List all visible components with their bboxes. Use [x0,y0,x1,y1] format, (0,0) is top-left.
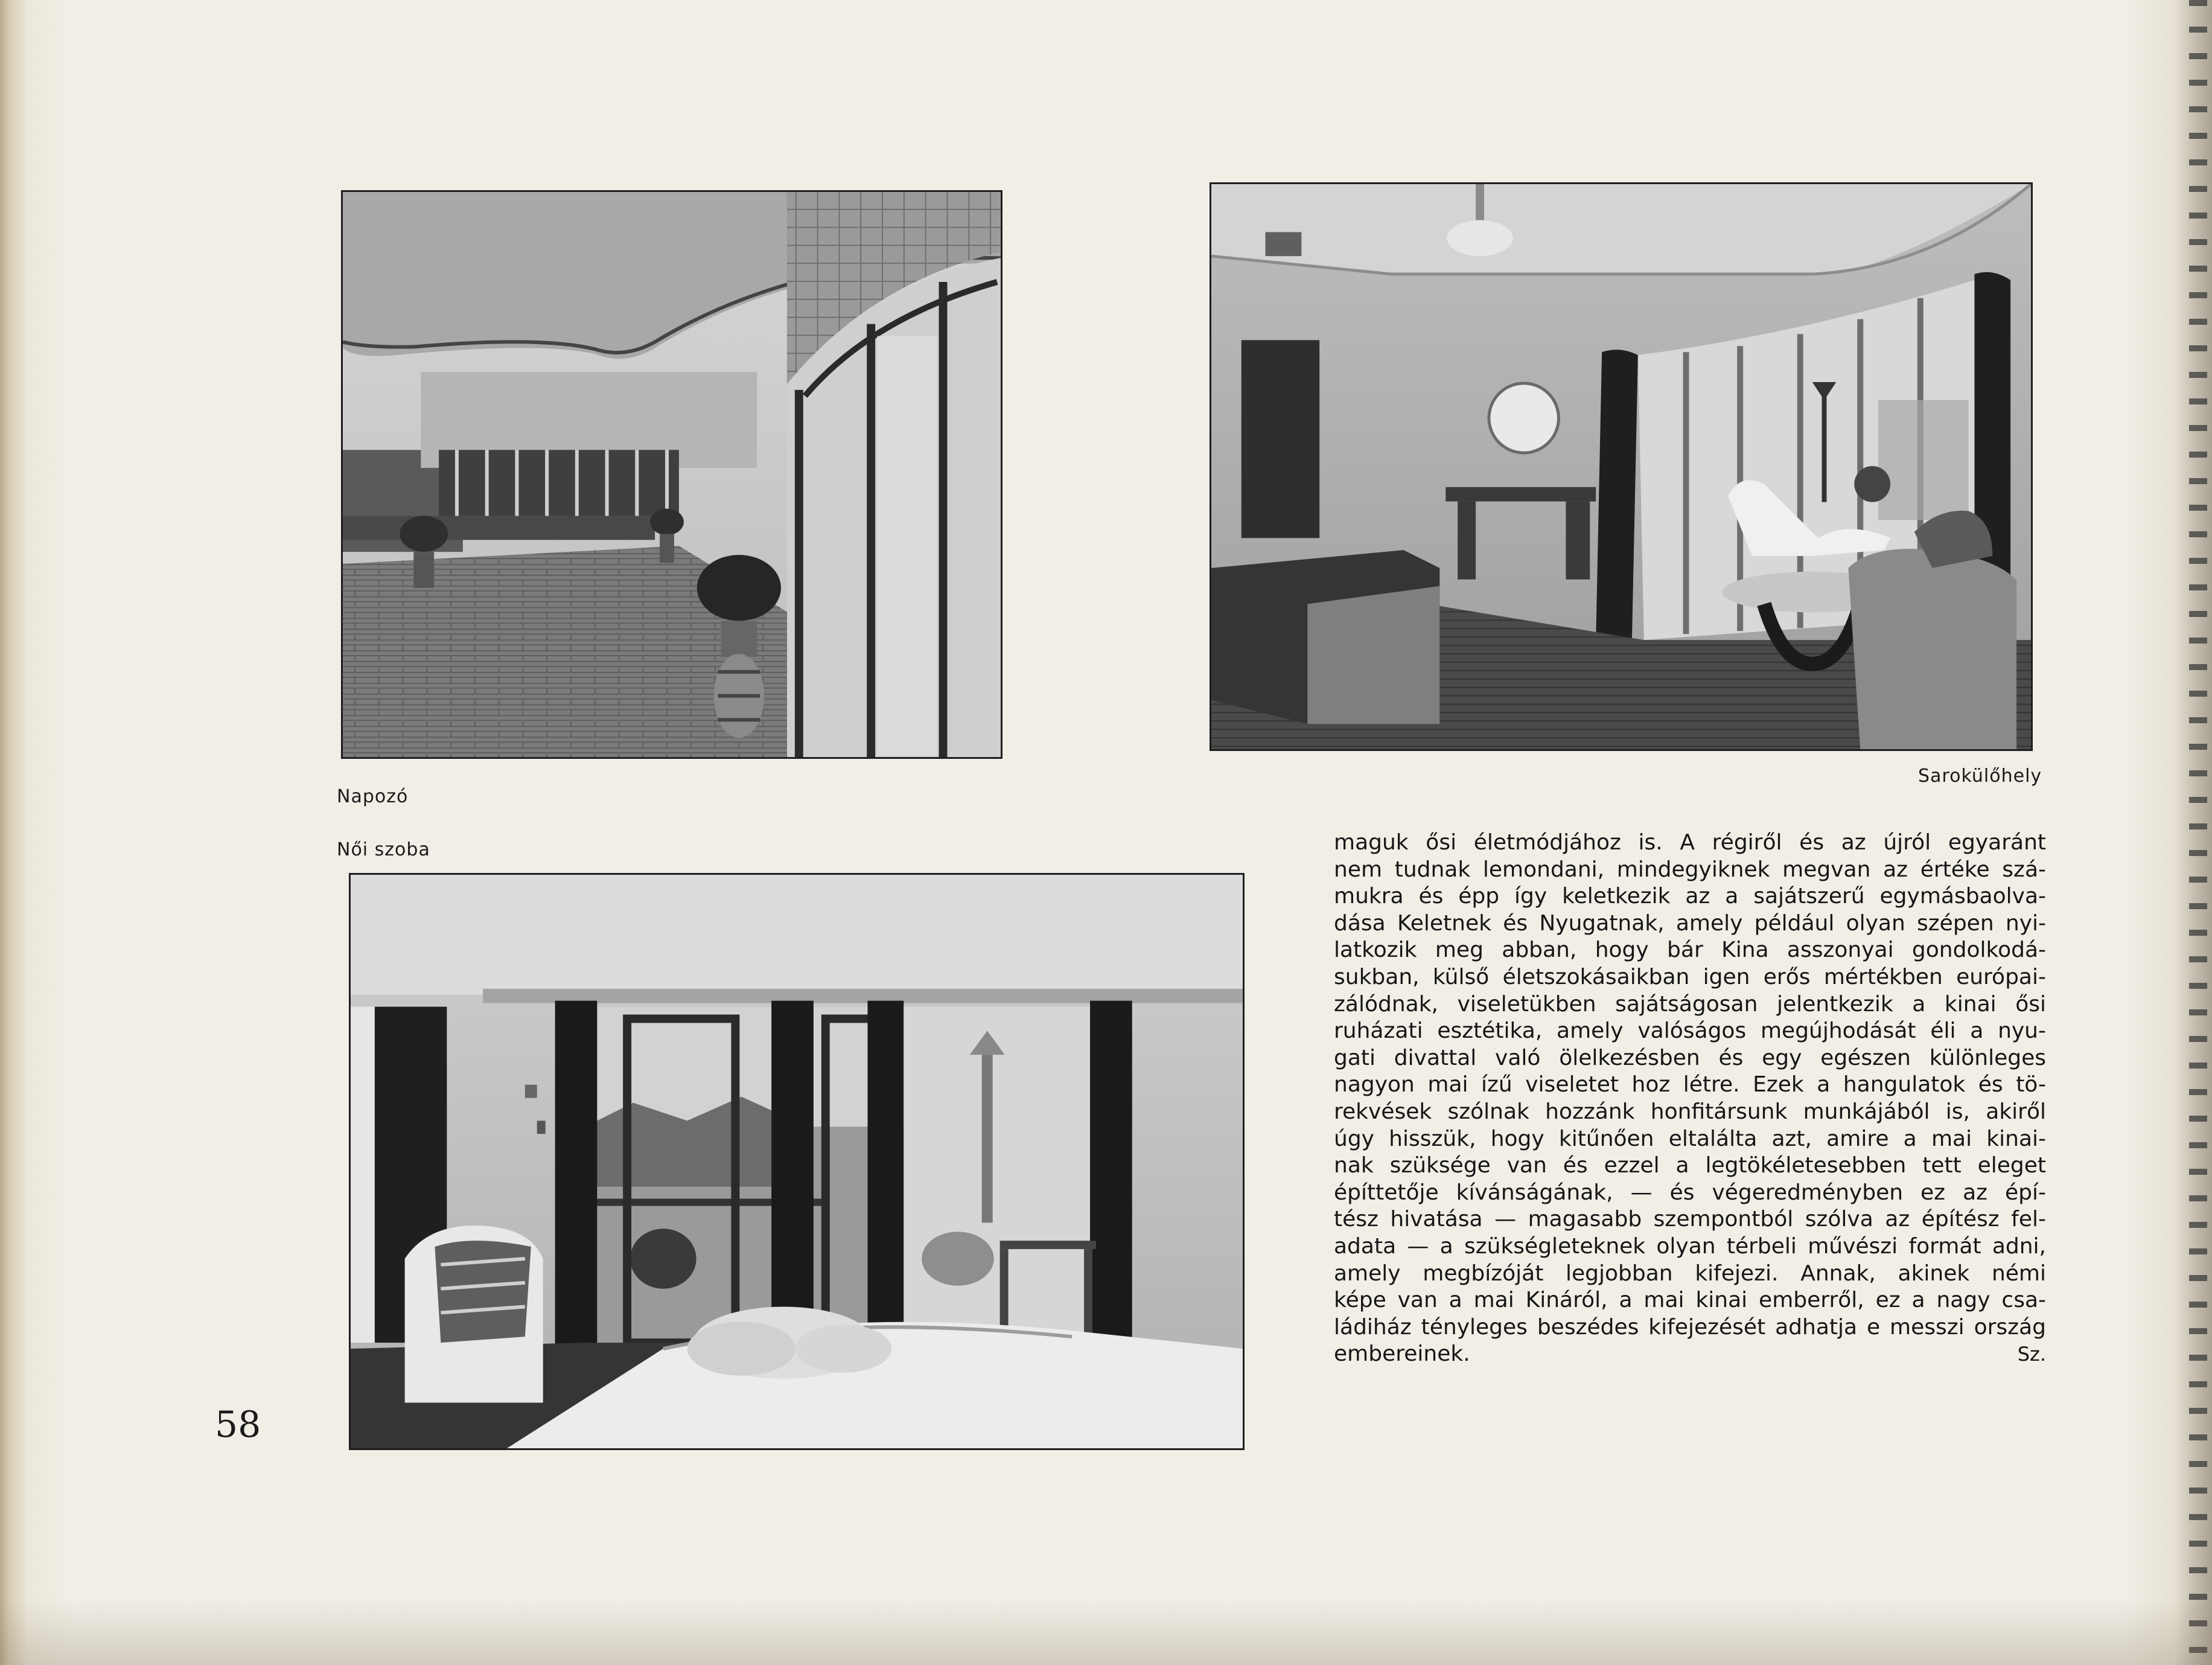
article-line: tész hivatása — magasabb szempontból szólva az építész fel- [1334,1207,2046,1232]
article-line: nak szüksége van és ezzel a legtökéletesebben tett eleget [1334,1153,2046,1178]
photo-noi-szoba [349,873,1245,1450]
author-signature: Sz. [2017,1343,2046,1366]
page-number: 58 [215,1404,261,1446]
article-line: nem tudnak lemondani, mindegyiknek megvan az értéke szá- [1334,857,2046,882]
article-body [1334,829,2046,1368]
article-line: sukban, külső életszokásaikban igen erős mértékben európai- [1334,964,2046,989]
article-line: mukra és épp így keletkezik az a sajátszerű egymásbaolva- [1334,884,2046,909]
page-edge-shadow [0,1599,2212,1665]
article-line: gati divattal való ölelkezésben és egy egészen különleges [1334,1045,2046,1070]
article-line: dása Keletnek és Nyugatnak, amely például olyan szépen nyi- [1334,910,2046,936]
article-last-line [1334,1341,2046,1368]
caption-noi-szoba: Női szoba [337,839,430,860]
photo-sarokulohely [1210,182,2033,751]
article-line: építtetője kívánságának, — és végeredményben ez az épí- [1334,1180,2046,1205]
article-line: amely megbízóját legjobban kifejezi. Annak, akinek némi [1334,1261,2046,1286]
caption-sarokulohely: Sarokülőhely [1918,765,2042,787]
article-line: maguk ősi életmódjához is. A régiről és az újról egyaránt [1334,830,2046,855]
article-line: ruházati esztétika, amely valóságos megújhodását éli a nyu- [1334,1018,2046,1044]
article-line: ládiház tényleges beszédes kifejezését adhatja e messzi ország [1334,1314,2046,1340]
article-line: rekvések szólnak hozzánk honfitársunk munkájából is, akiről [1334,1099,2046,1124]
article-line: úgy hisszük, hogy kitűnően eltalálta azt, amire a mai kinai- [1334,1126,2046,1151]
article-line: nagyon mai ízű viseletet hoz létre. Ezek a hangulatok és tö- [1334,1072,2046,1098]
article-line: képe van a mai Kináról, a mai kinai emberről, ez a nagy csa- [1334,1288,2046,1313]
photo-napozo [341,190,1002,759]
caption-napozo: Napozó [337,786,409,807]
article-last-line-text: embereinek. [1334,1341,1470,1367]
article-line: zálódnak, viseletükben sajátságosan jelentkezik a kinai ősi [1334,991,2046,1017]
article-line: adata — a szükségleteknek olyan térbeli művészi formát adni, [1334,1233,2046,1259]
spiral-binding [2189,0,2207,1665]
article-line: latkozik meg abban, hogy bár Kina asszonyai gondolkodá- [1334,938,2046,963]
